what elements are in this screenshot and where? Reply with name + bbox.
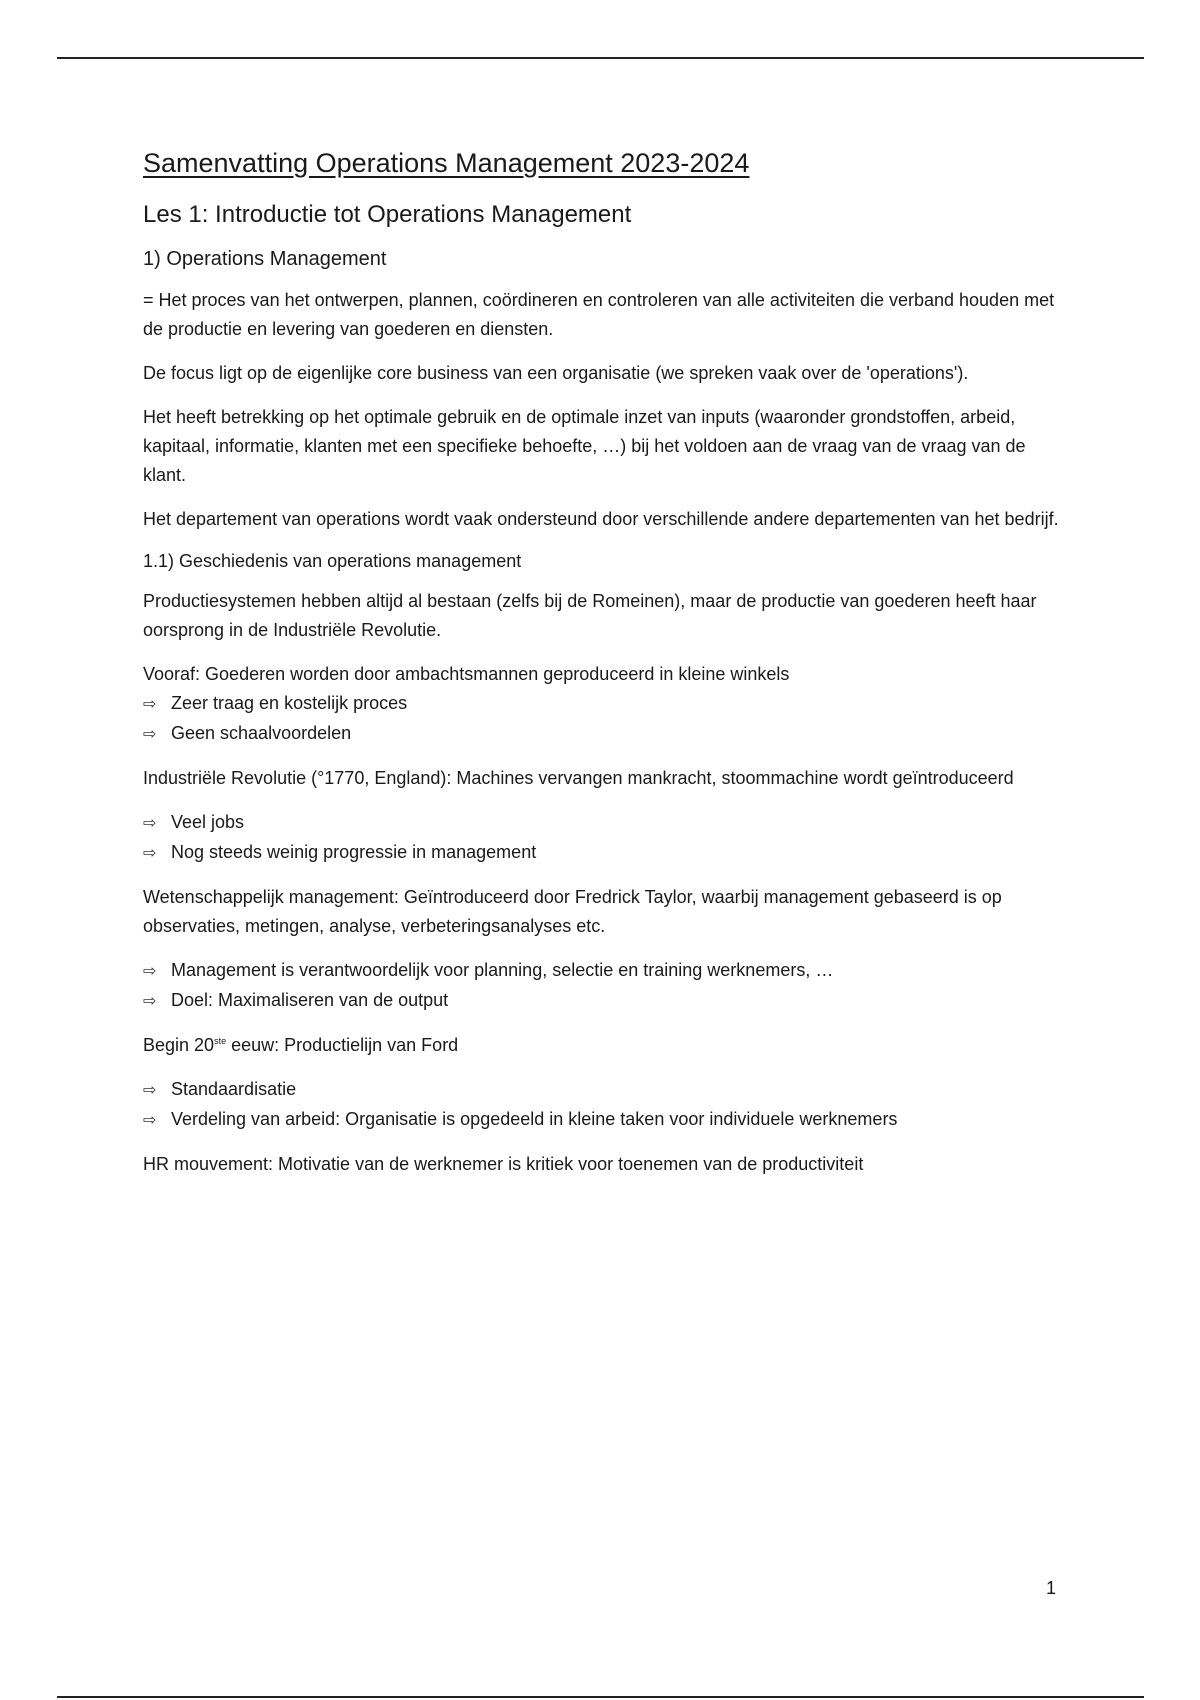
ford-rest: eeuw: Productielijn van Ford [226,1035,459,1055]
document-title: Samenvatting Operations Management 2023-2024 [143,148,750,178]
list-item-text: Nog steeds weinig progressie in management [171,842,537,862]
list-item-text: Doel: Maximaliseren van de output [171,990,449,1010]
section-heading-operations-management: 1) Operations Management [143,248,387,270]
ordinal-suffix: ste [214,1036,227,1046]
lesson-title: Les 1: Introductie tot Operations Management [143,201,632,228]
arrow-right-icon: ⇨ [143,1112,157,1129]
definition-paragraph: = Het proces van het ontwerpen, plannen, coördineren en controleren van alle activiteiten die verband houden met de productie en levering van goederen en diensten. [143,290,1055,339]
department-paragraph: Het departement van operations wordt vaak ondersteund door verschillende andere departementen van het bedrijf. [143,509,1059,529]
list-item [143,689,1073,719]
arrow-right-icon: ⇨ [143,963,157,980]
history-intro-paragraph: Productiesystemen hebben altijd al bestaan (zelfs bij de Romeinen), maar de productie van goederen heeft haar oorsprong in de Industriële Revolutie. [143,591,1037,640]
arrow-right-icon: ⇨ [143,696,157,713]
ford-bullet-list [143,1075,1073,1135]
industrial-revolution-paragraph: Industriële Revolutie (°1770, England): Machines vervangen mankracht, stoommachine wordt geïntroduceerd [143,768,1014,788]
list-item [143,838,1073,868]
list-item [143,1075,1073,1105]
list-item-text: Standaardisatie [171,1079,297,1099]
list-item [143,808,1073,838]
arrow-right-icon: ⇨ [143,726,157,743]
list-item-text: Geen schaalvoordelen [171,723,352,743]
scientific-management-paragraph: Wetenschappelijk management: Geïntroduceerd door Fredrick Taylor, waarbij management gebaseerd is op observaties, metingen, analyse, verbeteringsanalyses etc. [143,887,1002,936]
inputs-paragraph: Het heeft betrekking op het optimale gebruik en de optimale inzet van inputs (waaronder grondstoffen, arbeid, kapitaal, informatie, klanten met een specifieke behoefte, …) bij het voldoen aan de vraag van de vraag van de klant. [143,407,1026,485]
hr-movement-paragraph: HR mouvement: Motivatie van de werknemer is kritiek voor toenemen van de productiviteit [143,1154,864,1174]
list-item-text: Zeer traag en kostelijk proces [171,693,408,713]
arrow-right-icon: ⇨ [143,815,157,832]
list-item [143,986,1073,1016]
focus-paragraph: De focus ligt op de eigenlijke core business van een organisatie (we spreken vaak over de 'operations'). [143,363,969,383]
header-rule [57,57,1144,59]
arrow-right-icon: ⇨ [143,993,157,1010]
list-item-text: Management is verantwoordelijk voor planning, selectie en training werknemers, … [171,960,834,980]
scientific-bullet-list [143,956,1073,1016]
footer-rule [57,1696,1144,1698]
list-item [143,1105,1073,1135]
list-item-text: Veel jobs [171,812,245,832]
list-item [143,719,1073,749]
arrow-right-icon: ⇨ [143,1082,157,1099]
section-heading-history: 1.1) Geschiedenis van operations management [143,551,522,571]
page-number: 1 [1046,1578,1057,1598]
page-content [143,146,1073,1194]
vooraf-bullet-list [143,689,1073,749]
vooraf-paragraph: Vooraf: Goederen worden door ambachtsmannen geproduceerd in kleine winkels [143,664,790,684]
ford-paragraph [143,1031,1073,1060]
arrow-right-icon: ⇨ [143,845,157,862]
ford-prefix: Begin 20 [143,1035,215,1055]
list-item-text: Verdeling van arbeid: Organisatie is opgedeeld in kleine taken voor individuele werknemers [171,1109,898,1129]
industrial-bullet-list [143,808,1073,868]
list-item [143,956,1073,986]
